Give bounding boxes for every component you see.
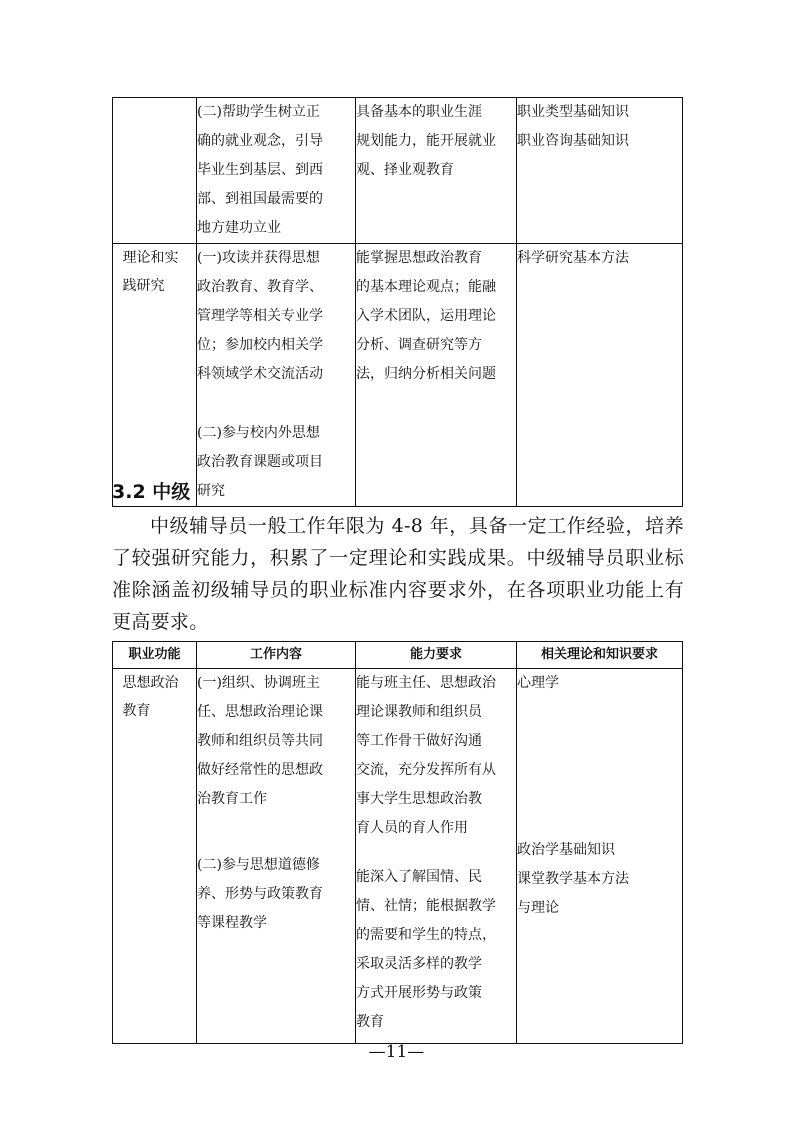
work-item: (二)参与思想道德修 养、形势与政策教育 等课程教学	[197, 857, 323, 931]
work-item: (一)攻读并获得思想 政治教育、教育学、 管理学等相关专业学 位；参加校内相关学 科领域学术交流活动	[197, 250, 323, 382]
header-work-content: 工作内容	[197, 642, 356, 669]
knowledge-item: 政治学基础知识 课堂教学基本方法 与理论	[517, 842, 629, 916]
ability-item: 能深入了解国情、民 情、社情；能根据教学 的需要和学生的特点， 采取灵活多样的教学 方式开展形势与政策 教育	[356, 869, 496, 1030]
work-item: (一)组织、协调班主 任、思想政治理论课 教师和组织员等共同 做好经常性的思想政 治教育工作	[197, 675, 323, 807]
knowledge-item: 职业类型基础知识 职业咨询基础知识	[517, 104, 629, 149]
header-ability: 能力要求	[356, 642, 517, 669]
table-row	[113, 244, 683, 507]
section-heading: 3.2 中级	[112, 481, 191, 503]
work-item: (二)帮助学生树立正 确的就业观念，引导 毕业生到基层、到西 部、到祖国最需要的 地方建功立业	[197, 104, 323, 236]
section-paragraph: 中级辅导员一般工作年限为 4-8 年，具备一定工作经验，培养了较强研究能力，积累了一定理论和实践成果。中级辅导员职业标准除涵盖初级辅导员的职业标准内容要求外，在各项职业功能上有更高要求。	[112, 515, 684, 633]
knowledge-cell	[517, 98, 683, 244]
table-row	[113, 98, 683, 244]
function-cell: 思想政治教育	[113, 669, 197, 1044]
knowledge-item: 科学研究基本方法	[517, 250, 629, 266]
work-content-cell	[197, 669, 356, 1044]
work-item: (二)参与校内外思想 政治教育课题或项目 研究	[197, 425, 323, 499]
function-cell: 理论和实践研究	[113, 244, 197, 507]
header-knowledge: 相关理论和知识要求	[517, 642, 683, 669]
table-row	[113, 669, 683, 1044]
ability-item: 具备基本的职业生涯 规划能力，能开展就业 观、择业观教育	[356, 104, 496, 178]
ability-item: 能掌握思想政治教育 的基本理论观点；能融 入学术团队，运用理论 分析、调查研究等方 法，归纳分析相关问题	[356, 250, 496, 382]
ability-item: 能与班主任、思想政治 理论课教师和组织员 等工作骨干做好沟通 交流，充分发挥所有从 事大学生思想政治教 育人员的育人作用	[356, 675, 496, 836]
ability-cell	[356, 244, 517, 507]
work-content-cell	[197, 98, 356, 244]
page-number: —11—	[368, 1042, 425, 1062]
career-standard-table-intermediate	[112, 641, 683, 1044]
career-standard-table-continued	[112, 97, 683, 507]
knowledge-cell	[517, 244, 683, 507]
ability-cell	[356, 669, 517, 1044]
header-function: 职业功能	[113, 642, 197, 669]
work-content-cell	[197, 244, 356, 507]
table-header-row	[113, 642, 683, 669]
ability-cell	[356, 98, 517, 244]
knowledge-cell	[517, 669, 683, 1044]
function-cell	[113, 98, 197, 244]
knowledge-item: 心理学	[517, 675, 559, 691]
